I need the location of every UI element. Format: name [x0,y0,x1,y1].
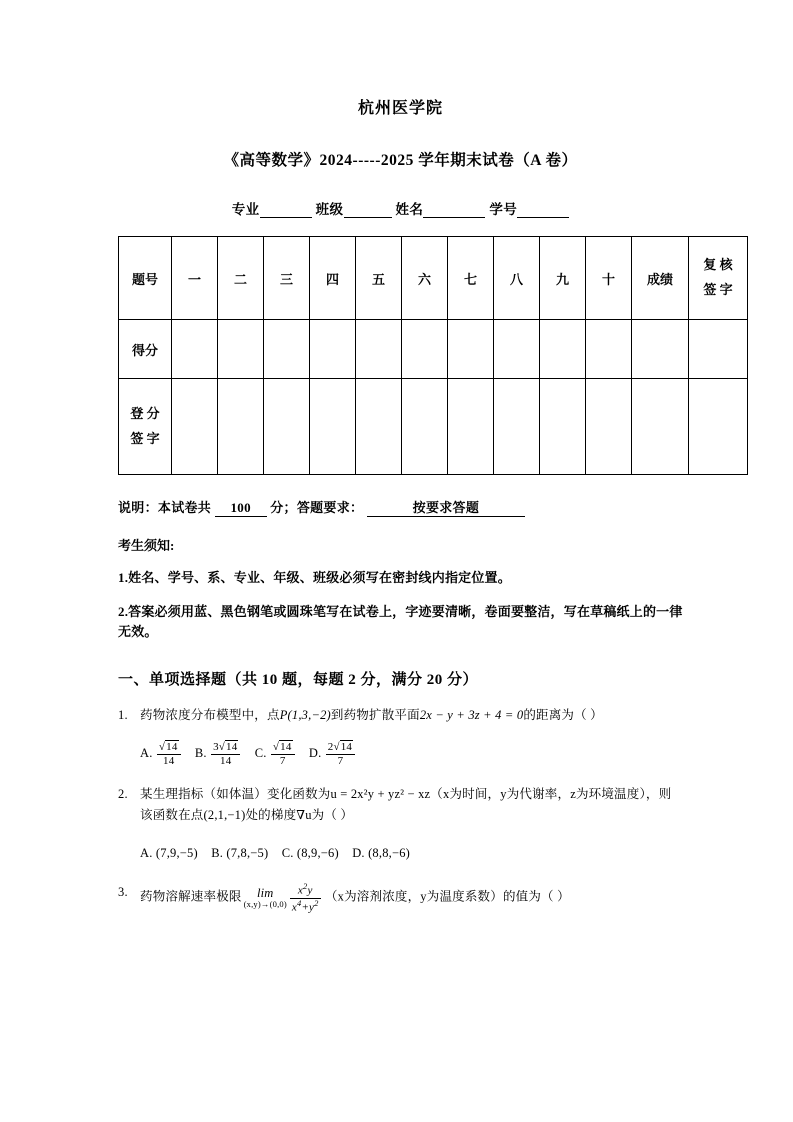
question-1-option-b[interactable]: B. $\frac{3√14}{14}$ [195,746,242,760]
signature-cell-6[interactable] [402,379,448,475]
signature-label-line2: 签 字 [130,430,160,446]
answer-requirement-value: 按要求答题 [367,497,525,517]
question-3-numerator: $x^2y$ [290,882,321,898]
question-3 [118,882,683,914]
question-2-option-b[interactable]: B. (7,8,−5) [211,846,269,861]
page-title: 杭州医学院 [357,100,443,117]
question-3-fraction [290,882,321,914]
question-1-option-d[interactable]: D. $\frac{2√14}{7}$ [309,746,356,760]
field-major-label: 专业 [231,202,260,217]
question-1-options [118,741,683,767]
signature-cell-10[interactable] [586,379,632,475]
table-row-header [119,237,748,320]
question-3-number: 3. [118,885,128,900]
signature-cell-8[interactable] [494,379,540,475]
field-class-label: 班级 [315,202,344,217]
question-2-text: 某生理指标（如体温）变化函数为u = 2x²y + yz² − xz（x为时间，y为代谢率，z为环境温度），则该函数在点(2,1,−1)处的梯度∇u为（ ） [140,786,672,823]
marks-cell-recheck[interactable] [689,320,748,379]
col-7: 七 [448,237,494,320]
question-2 [118,784,683,828]
signature-cell-recheck[interactable] [689,379,748,475]
signature-cell-9[interactable] [540,379,586,475]
recheck-line1: 复 核 [703,257,733,273]
question-2-option-d[interactable]: D. (8,8,−6) [352,846,411,861]
exam-title: 《高等数学》2024-----2025 学年期末试卷（A 卷） [223,152,578,169]
question-1 [118,705,683,727]
marks-cell-total[interactable] [632,320,689,379]
marks-cell-1[interactable] [172,320,218,379]
question-3-text-after: （x为溶剂浓度，y为温度系数）的值为（ ） [324,890,570,904]
question-1-text-after: 的距离为（ ） [523,708,603,723]
marks-cell-3[interactable] [264,320,310,379]
field-major-blank[interactable] [260,203,312,218]
marks-cell-4[interactable] [310,320,356,379]
signature-cell-2[interactable] [218,379,264,475]
question-2-options [118,841,683,866]
col-10: 十 [586,237,632,320]
field-id-label: 学号 [489,202,518,217]
signature-cell-1[interactable] [172,379,218,475]
question-1-text-mid: 到药物扩散平面 [330,708,420,723]
row-label-marks: 得分 [119,320,172,379]
notice-item-2: 2.答案必须用蓝、黑色钢笔或圆珠笔写在试卷上，字迹要清晰，卷面要整洁，写在草稿纸上的一律无效。 [118,604,683,640]
field-name-blank[interactable] [423,203,485,218]
student-info-line [118,198,683,218]
question-1-number: 1. [118,708,128,723]
col-8: 八 [494,237,540,320]
signature-cell-4[interactable] [310,379,356,475]
notice-item-1: 1.姓名、学号、系、专业、年级、班级必须写在密封线内指定位置。 [118,570,511,585]
table-row-marks [119,320,748,379]
question-1-option-c[interactable]: C. $\frac{√14}{7}$ [255,746,296,760]
question-3-text-before: 药物溶解速率极限 [140,890,242,904]
col-5: 五 [356,237,402,320]
signature-cell-5[interactable] [356,379,402,475]
marks-cell-10[interactable] [586,320,632,379]
field-id-blank[interactable] [517,203,569,218]
col-recheck-signature [689,237,748,320]
marks-cell-6[interactable] [402,320,448,379]
col-9: 九 [540,237,586,320]
instruction-prefix: 说明：本试卷共 [118,500,212,515]
field-name-label: 姓名 [395,202,424,217]
signature-cell-3[interactable] [264,379,310,475]
question-1-point: P(1,3,−2) [279,708,331,723]
score-table [118,236,748,475]
col-4: 四 [310,237,356,320]
signature-cell-7[interactable] [448,379,494,475]
marks-cell-2[interactable] [218,320,264,379]
marks-cell-9[interactable] [540,320,586,379]
col-6: 六 [402,237,448,320]
question-2-number: 2. [118,786,128,801]
question-1-plane: 2x − y + 3z + 4 = 0 [419,708,524,723]
field-class-blank[interactable] [344,203,392,218]
marks-cell-8[interactable] [494,320,540,379]
instruction-line [118,497,683,517]
question-1-option-a[interactable]: A. $\frac{√14}{14}$ [140,746,182,760]
question-3-limit-operator [244,887,287,909]
question-3-denominator: $x^4+y^2$ [291,897,319,914]
notice-heading: 考生须知: [118,538,175,553]
total-score-value: 100 [215,500,267,517]
question-3-limit-subscript: (x,y)→(0,0) [243,899,287,910]
question-3-limit-label: lim [256,886,274,901]
instruction-middle: 分；答题要求： [270,500,364,515]
col-3: 三 [264,237,310,320]
question-2-option-c[interactable]: C. (8,9,−6) [281,846,339,861]
marks-cell-5[interactable] [356,320,402,379]
table-row-signature [119,379,748,475]
col-1: 一 [172,237,218,320]
signature-label-line1: 登 分 [130,405,160,421]
row-label-question-no: 题号 [119,237,172,320]
question-2-option-a[interactable]: A. (7,9,−5) [140,846,198,861]
col-total-score: 成绩 [632,237,689,320]
row-label-signature [119,379,172,475]
recheck-line2: 签 字 [703,282,733,297]
marks-cell-7[interactable] [448,320,494,379]
signature-cell-total[interactable] [632,379,689,475]
question-1-text-before: 药物浓度分布模型中，点 [140,708,280,723]
section-title-multiple-choice: 一、单项选择题（共 10 题，每题 2 分，满分 20 分） [118,672,479,689]
col-2: 二 [218,237,264,320]
